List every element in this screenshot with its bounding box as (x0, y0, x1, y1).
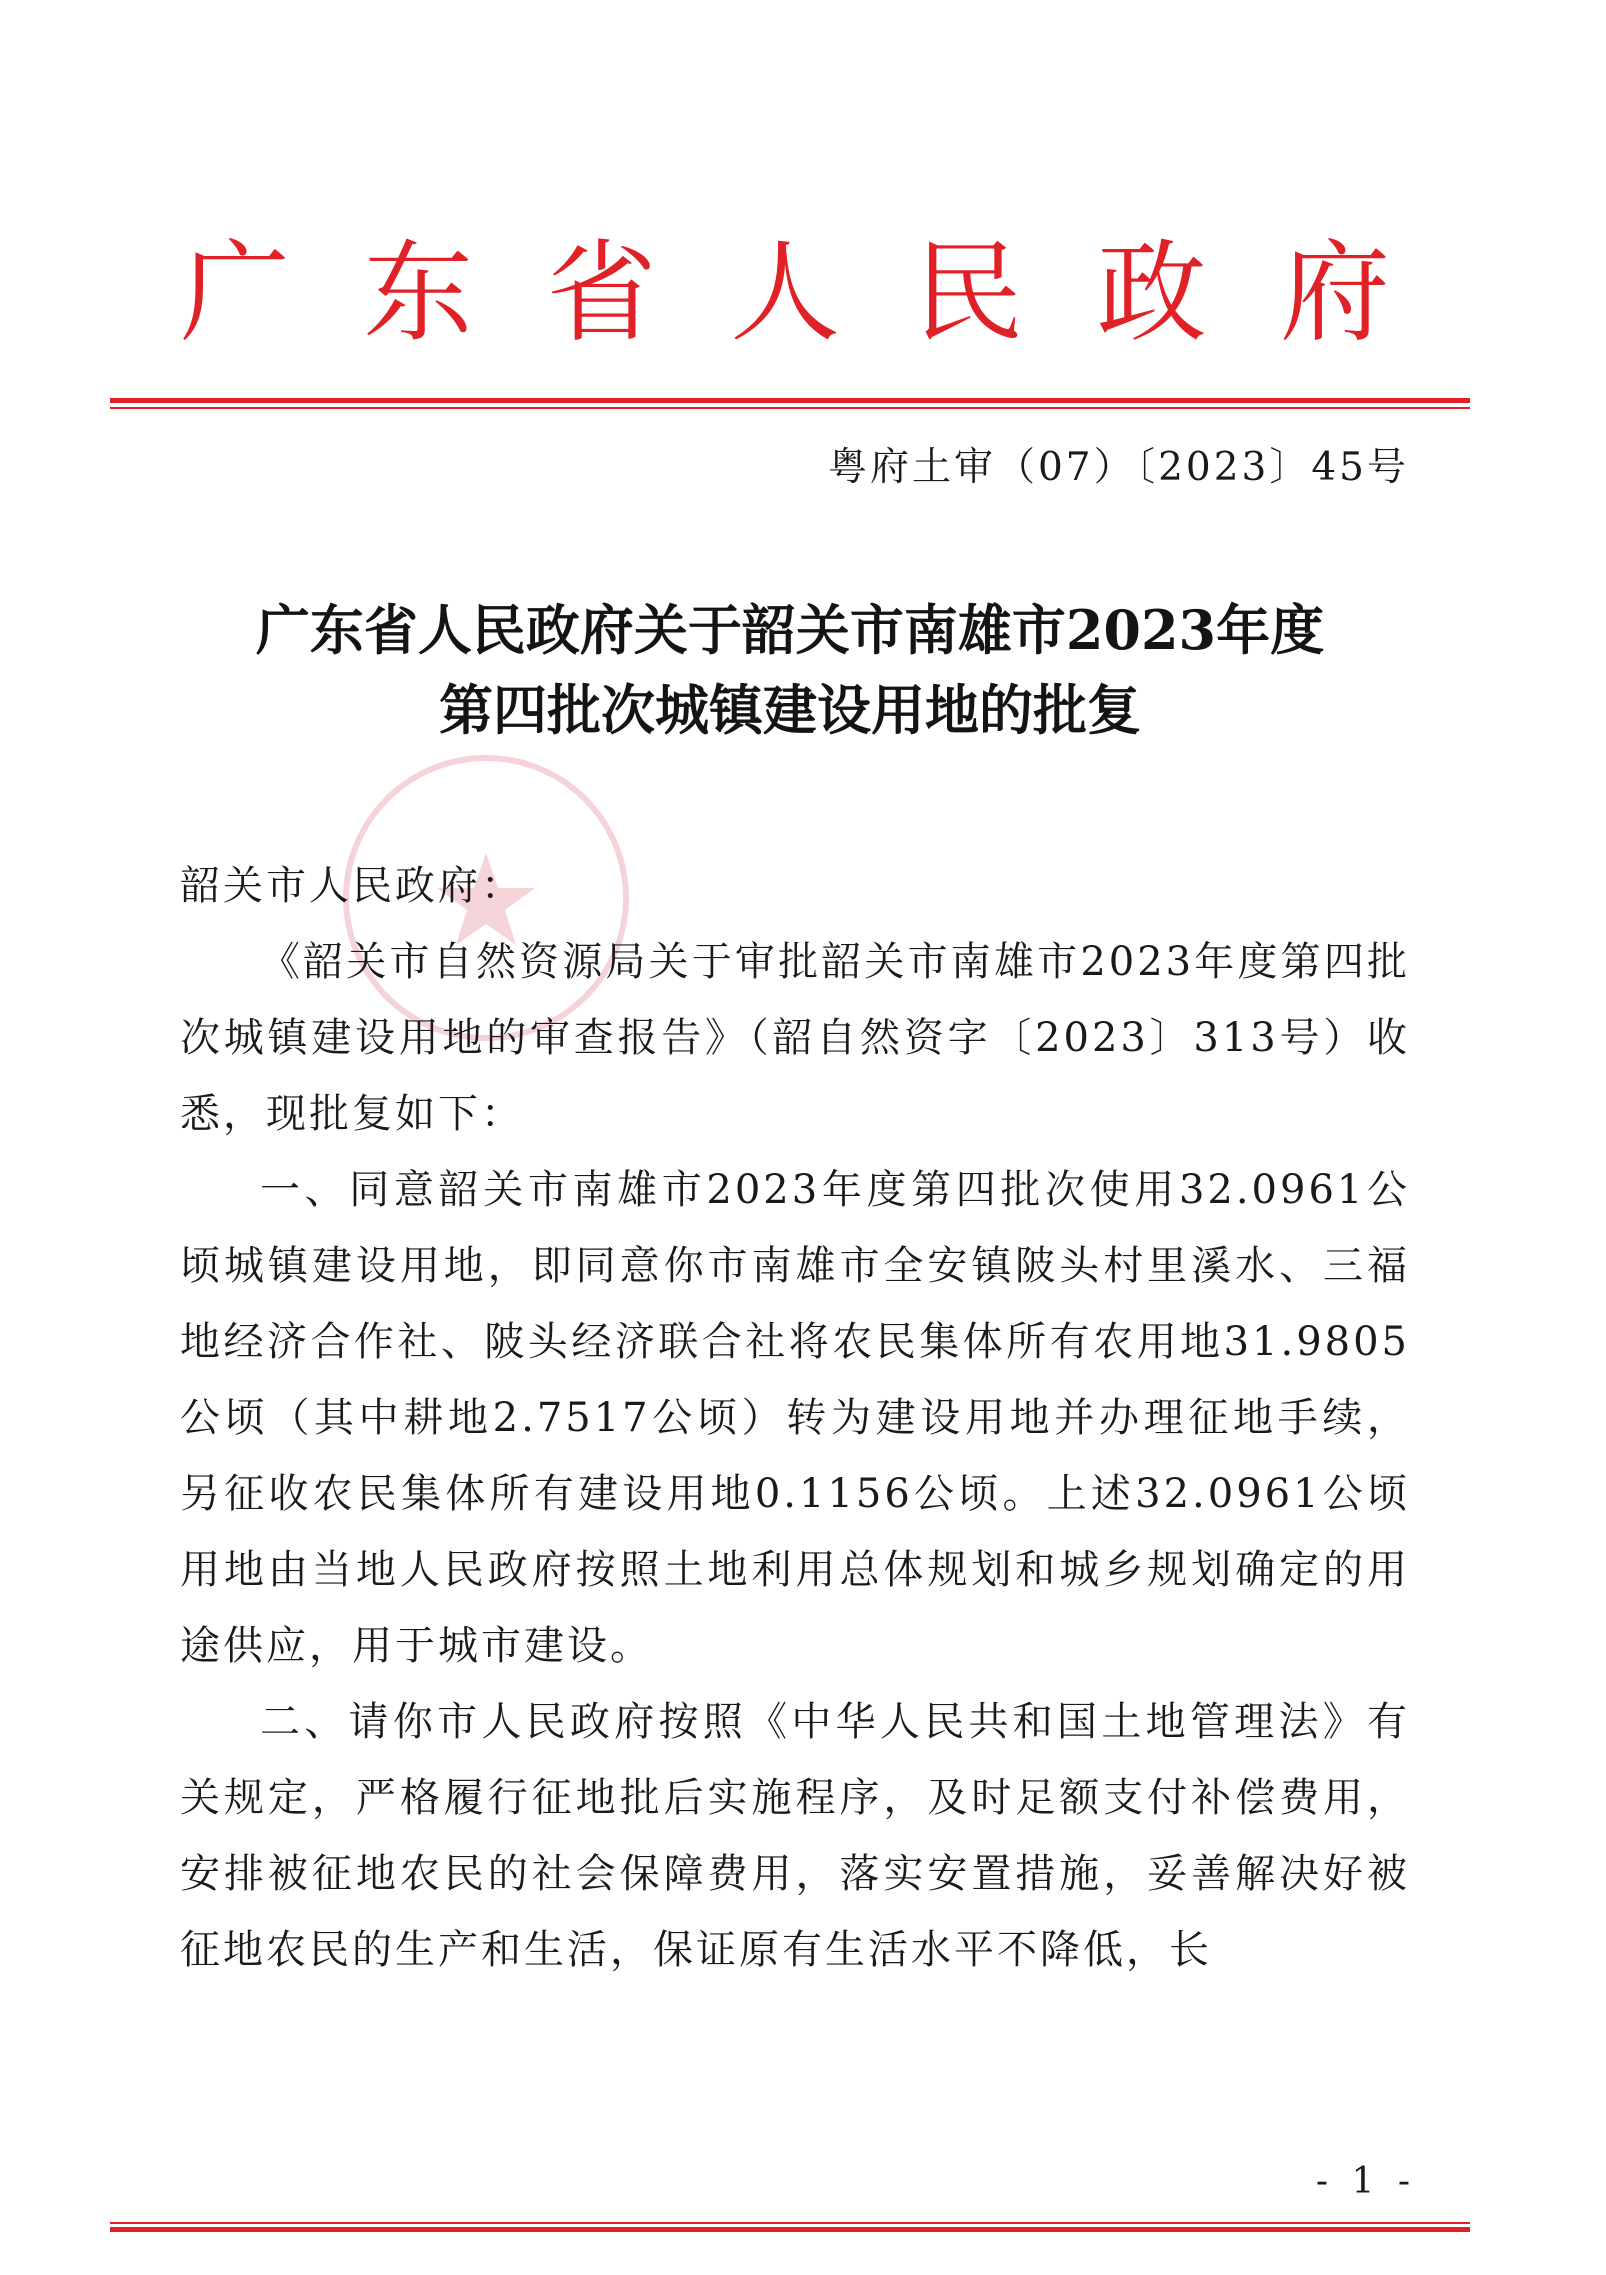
title-line-2: 第四批次城镇建设用地的批复 (439, 678, 1141, 742)
body-paragraph-3: 二、请你市人民政府按照《中华人民共和国土地管理法》有关规定，严格履行征地批后实施程序，及时足额支付补偿费用，安排被征地农民的社会保障费用，落实安置措施，妥善解决好被征地农民的生产和生活，保证原有生活水平不降低，长 (180, 1699, 1410, 1973)
body-paragraph-2: 一、同意韶关市南雄市2023年度第四批次使用32.0961公顷城镇建设用地，即同意你市南雄市全安镇陂头村里溪水、三福地经济合作社、陂头经济联合社将农民集体所有农用地31.9805公顷（其中耕地2.7517公顷）转为建设用地并办理征地手续，另征收农民集体所有建设用地0.1156公顷。上述32.0961公顷用地由当地人民政府按照土地利用总体规划和城乡规划确定的用途供应，用于城市建设。 (180, 1167, 1410, 1669)
masthead-char: 人 (729, 229, 840, 357)
masthead-char: 府 (1279, 229, 1390, 357)
rule-thick-line (110, 398, 1470, 403)
masthead-char: 广 (180, 229, 290, 357)
masthead-char: 民 (913, 229, 1024, 357)
header-red-rule (110, 398, 1470, 410)
masthead-char: 政 (1096, 229, 1207, 357)
document-number: 粤府土审（07）〔2023〕45号 (827, 445, 1409, 490)
title-line-1: 广东省人民政府关于韶关市南雄市2023年度 (255, 598, 1325, 662)
body-paragraph-1: 《韶关市自然资源局关于审批韶关市南雄市2023年度第四批次城镇建设用地的审查报告》（韶自然资字〔2023〕313号）收悉，现批复如下： (180, 939, 1410, 1137)
masthead-char: 省 (546, 229, 657, 357)
rule-thin-line (110, 407, 1470, 409)
document-title (110, 590, 1470, 750)
document-body (180, 848, 1410, 1988)
masthead-title (180, 218, 1390, 368)
addressee: 韶关市人民政府： (180, 863, 524, 909)
masthead-char: 东 (363, 229, 474, 357)
rule-thick-line (110, 2227, 1470, 2232)
rule-thin-line (110, 2222, 1470, 2224)
footer-red-rule (110, 2222, 1470, 2234)
page-number: - 1 - (1315, 2161, 1416, 2202)
